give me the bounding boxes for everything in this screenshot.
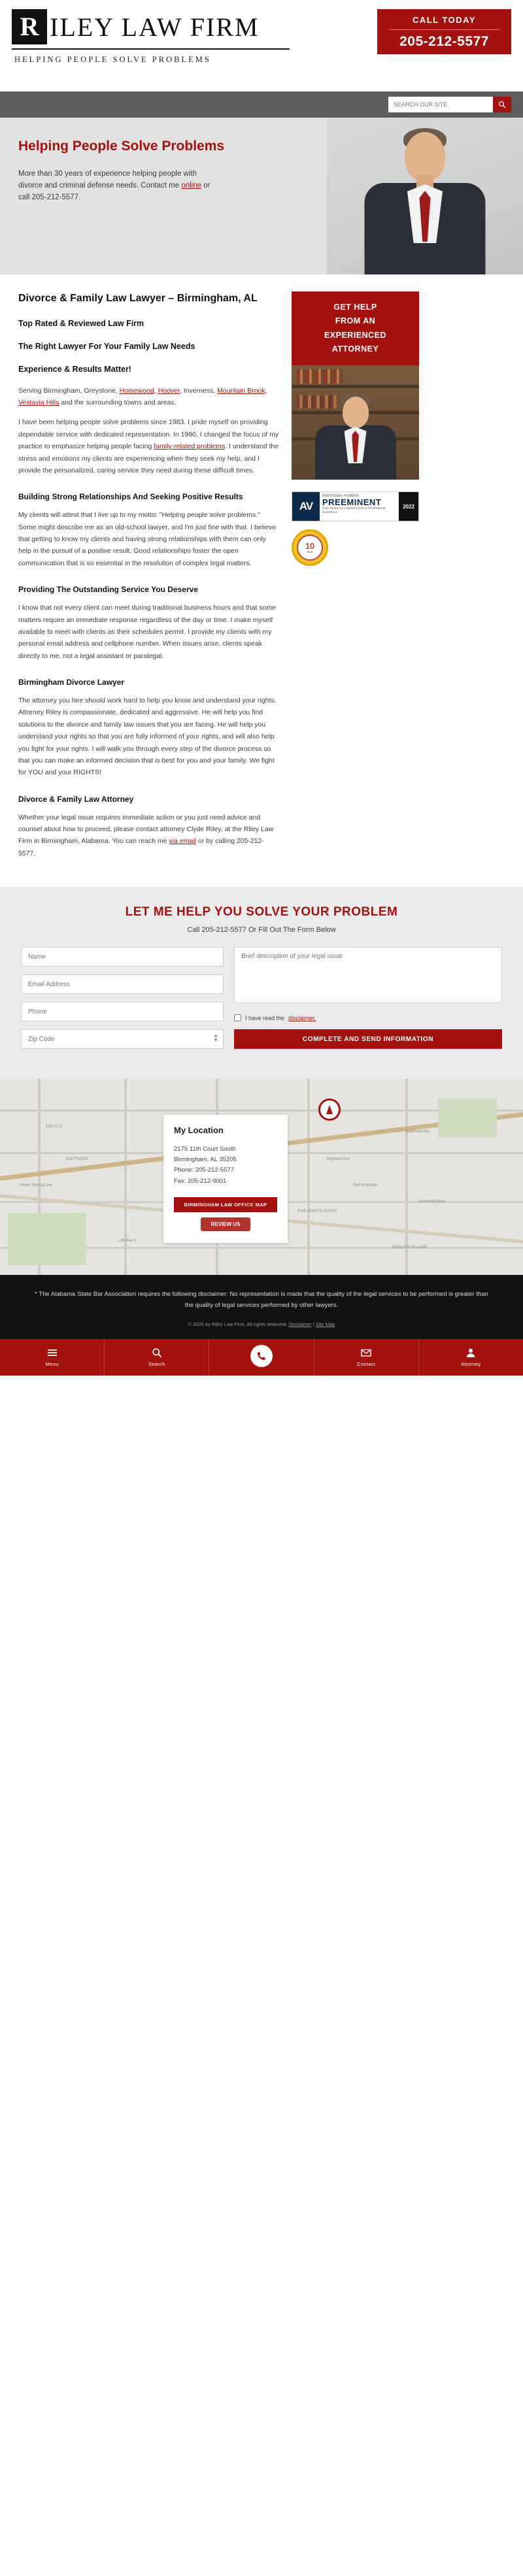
paragraph-practice-history	[18, 416, 280, 476]
bottom-nav-search-label: Search	[148, 1361, 165, 1368]
header-phone-number[interactable]: 205-212-5577	[399, 34, 489, 49]
main-content-area	[0, 274, 523, 887]
zip-stepper[interactable]: ▲ ▼	[213, 1032, 218, 1044]
hero-section	[0, 118, 523, 274]
p6-post: or by calling 205-212-5577.	[18, 837, 264, 857]
site-footer	[0, 1275, 523, 1339]
link-family-related-problems[interactable]: family-related problems	[154, 442, 226, 451]
location-card	[163, 1115, 288, 1243]
review-us-button[interactable]: REVIEW US	[201, 1217, 251, 1231]
search-bar	[0, 91, 523, 118]
logo-tagline: HELPING PEOPLE SOLVE PROBLEMS	[14, 55, 211, 64]
preeminent-sublabel: Peer Rated For Highest Level of Professional Excellence	[322, 507, 386, 515]
link-homewood[interactable]: Homewood	[119, 386, 154, 395]
map-area-label: ENGLISH VILLAGE	[392, 1246, 428, 1250]
disclaimer-link[interactable]: disclaimer.	[288, 1014, 316, 1021]
map-street-label: University Blvd	[418, 1200, 445, 1204]
location-phone: Phone: 205-212-5577	[174, 1166, 234, 1174]
p1-mid3: ,	[265, 386, 267, 395]
rating-label: Best	[307, 550, 313, 553]
search-icon	[152, 1347, 162, 1358]
paragraph-relationships: My clients will attest that I live up to my motto: "Helping people solve problems." Some might describe me as an old-school lawyer, and I'm just fine with that. I believe that getting to know my clients and having strong relationships with them can only help in the pursuit of a positive result. Good relationships foster the open communication that is so essential in the resolution of complex legal matters.	[18, 511, 277, 567]
link-hoover[interactable]: Hoover	[158, 386, 180, 395]
contact-form-section	[0, 887, 523, 1079]
p1-post: and the surrounding towns and areas.	[59, 399, 177, 407]
hero-body-post: or call 205-212-5577.	[18, 182, 211, 201]
logo[interactable]	[12, 9, 290, 65]
heading-relationships: Building Strong Relationships And Seeking Positive Results	[18, 492, 243, 502]
bottom-nav-attorney-label: Attorney	[461, 1361, 481, 1368]
rating-value: 10	[305, 541, 315, 551]
page-title: Divorce & Family Law Lawyer – Birmingham, AL	[18, 293, 258, 304]
logo-initial: R	[12, 9, 47, 44]
av-letters: AV	[292, 492, 320, 521]
paragraph-contact	[18, 812, 280, 860]
footer-sitemap-link[interactable]: Site Map	[315, 1321, 335, 1328]
map-park-2	[438, 1098, 497, 1138]
footer-disclaimer: * The Alabama State Bar Association requires the following disclaimer: No representation is made that the quality of the legal services to be performed is greater than the quality of legal services performed by other lawyers.	[35, 1291, 488, 1309]
call-today-box[interactable]	[377, 9, 511, 54]
location-address-line-1: 2175 11th Court South	[174, 1146, 236, 1153]
form-subheading: Call 205-212-5577 Or Fill Out The Form Below	[187, 926, 336, 934]
search-submit-button[interactable]	[493, 97, 511, 112]
bottom-nav-call[interactable]	[209, 1339, 314, 1376]
map-street-label: 12th Ave S	[118, 1239, 137, 1244]
cta-line-3: EXPERIENCED	[324, 330, 387, 340]
p1-mid1: ,	[154, 386, 158, 395]
disclaimer-label: I have read the	[245, 1014, 285, 1021]
zip-code-input[interactable]	[21, 1029, 224, 1049]
p1-pre: Serving Birmingham, Greystone,	[18, 386, 120, 395]
envelope-icon	[361, 1347, 371, 1358]
article-content	[18, 291, 280, 867]
phone-icon	[250, 1345, 273, 1367]
sidebar	[292, 291, 419, 566]
user-icon	[465, 1347, 476, 1358]
location-address-line-2: Birmingham, AL 35205	[174, 1156, 237, 1164]
disclaimer-row	[234, 1014, 502, 1021]
cta-line-2: FROM AN	[335, 316, 376, 326]
paragraph-divorce-lawyer: The attorney you hire should work hard to help you know and understand your rights. Attorney Riley is compassionate, dedicated and aggressive. He will help you find solutions to the divorce and family law issues that you are facing. He will help you understand your rights so that you are fully informed of your rights, and will also help you fight for your rights. I will walk you through every step of the divorce process so that you can make an informed decision that is best for you and your family. We fight for YOU and your RIGHTS!	[18, 697, 277, 777]
map-street-label: Clairmont Ave	[405, 1130, 430, 1134]
phone-input[interactable]	[21, 1002, 224, 1021]
footer-disclaimer-link[interactable]: Disclaimer	[288, 1321, 312, 1328]
email-input[interactable]	[21, 974, 224, 994]
p1-mid2: , Inverness,	[179, 386, 218, 395]
map-area-label: Red Mountain	[353, 1183, 378, 1188]
preeminent-label: PREEMINENT	[322, 497, 382, 507]
map-location-pin[interactable]	[318, 1098, 341, 1121]
map-street-label: Green Springs Ave	[20, 1183, 53, 1188]
hamburger-icon	[47, 1347, 58, 1358]
search-icon	[498, 101, 506, 108]
location-title: My Location	[174, 1125, 224, 1136]
search-field[interactable]	[388, 97, 511, 112]
bottom-nav-contact[interactable]	[314, 1339, 419, 1376]
map-area-label: FIVE POINTS SOUTH	[297, 1210, 337, 1214]
heading-top-rated: Top Rated & Reviewed Law Firm	[18, 319, 144, 329]
message-textarea[interactable]	[234, 947, 502, 1003]
bottom-nav-search[interactable]	[105, 1339, 209, 1376]
name-input[interactable]	[21, 947, 224, 966]
hero-attorney-photo	[327, 118, 523, 274]
av-preeminent-badge[interactable]	[292, 491, 419, 521]
logo-text: ILEY LAW FIRM	[50, 12, 260, 42]
paragraph-service-areas	[18, 385, 280, 409]
martindale-hubbell-label: Martindale-Hubbell	[322, 494, 359, 498]
link-mountain-brook[interactable]: Mountain Brook	[217, 386, 265, 395]
paragraph-service: I know that not every client can meet during traditional business hours and that some matters require an immediate response regardless of the day or time. I make myself available to meet with clients as their schedules permit. I provide my clients with my personal email address and cellphone number. When issues arise, clients speak directly to me, not a legal assistant or paralegal.	[18, 604, 276, 660]
cta-line-1: GET HELP	[333, 303, 377, 312]
heading-right-lawyer: The Right Lawyer For Your Family Law Needs	[18, 342, 195, 352]
rating-seal-badge[interactable]	[292, 529, 328, 566]
bottom-nav	[0, 1339, 523, 1376]
hero-title: Helping People Solve Problems	[18, 139, 225, 154]
call-today-label: CALL TODAY	[389, 15, 499, 30]
link-via-email[interactable]: via email	[169, 837, 196, 846]
map-street-label: 11th Ct S	[46, 1125, 62, 1129]
sidebar-cta[interactable]	[292, 291, 419, 365]
av-badge-year: 2022	[399, 492, 418, 521]
disclaimer-checkbox[interactable]	[234, 1014, 241, 1021]
map-park-1	[8, 1213, 86, 1265]
submit-button[interactable]: COMPLETE AND SEND INFORMATION	[234, 1029, 502, 1049]
link-vestavia-hills[interactable]: Vestavia Hills	[18, 399, 59, 407]
p6-pre: Whether your legal issue requires immediate action or you just need advice and counsel about how to proceed, please contact attorney Clyde Riley, at the Riley Law Firm in Birmingham, Alabama. You can reach me	[18, 813, 274, 846]
heading-service: Providing The Outstanding Service You Deserve	[18, 585, 198, 595]
map-area-label: SOUTHSIDE	[65, 1157, 89, 1162]
form-heading: LET ME HELP YOU SOLVE YOUR PROBLEM	[125, 905, 398, 919]
cta-line-4: ATTORNEY	[331, 344, 379, 354]
footer-separator: |	[312, 1321, 314, 1328]
site-header	[0, 0, 523, 91]
heading-birmingham-divorce-lawyer: Birmingham Divorce Lawyer	[18, 678, 125, 687]
bottom-nav-contact-label: Contact	[357, 1361, 376, 1368]
heading-experience: Experience & Results Matter!	[18, 364, 131, 374]
p2-post: . I understand the stress and emotions my clients are experiencing when they seek my help, and I provide the personalized, caring service they need during these difficult times.	[18, 442, 279, 474]
hero-body-pre: More than 30 years of experience helping people with divorce and criminal defense needs. Contact me	[18, 170, 197, 190]
map-section[interactable]	[0, 1079, 523, 1275]
search-input[interactable]	[388, 97, 493, 112]
office-map-button[interactable]: BIRMINGHAM LAW OFFICE MAP	[174, 1197, 277, 1212]
sidebar-attorney-photo	[292, 365, 419, 480]
logo-divider	[12, 48, 290, 50]
footer-copyright-row	[26, 1321, 497, 1327]
heading-divorce-family-attorney: Divorce & Family Law Attorney	[18, 794, 134, 804]
location-fax: Fax: 205-212-9001	[174, 1177, 227, 1185]
hero-body	[18, 169, 221, 203]
bottom-nav-menu[interactable]	[0, 1339, 105, 1376]
p2-pre: I have been helping people solve problems since 1983. I pride myself on providing dependable service with dedicated representation. In 1990, I changed the focus of my practice to emphasize helping people facing	[18, 418, 279, 451]
map-street-label: Highland Ave	[327, 1157, 350, 1162]
hero-online-link[interactable]: online	[181, 182, 202, 190]
footer-copyright: © 2025 by Riley Law Firm. All rights reserved.	[188, 1321, 288, 1328]
bottom-nav-menu-label: Menu	[45, 1361, 59, 1368]
bottom-nav-attorney[interactable]	[419, 1339, 523, 1376]
